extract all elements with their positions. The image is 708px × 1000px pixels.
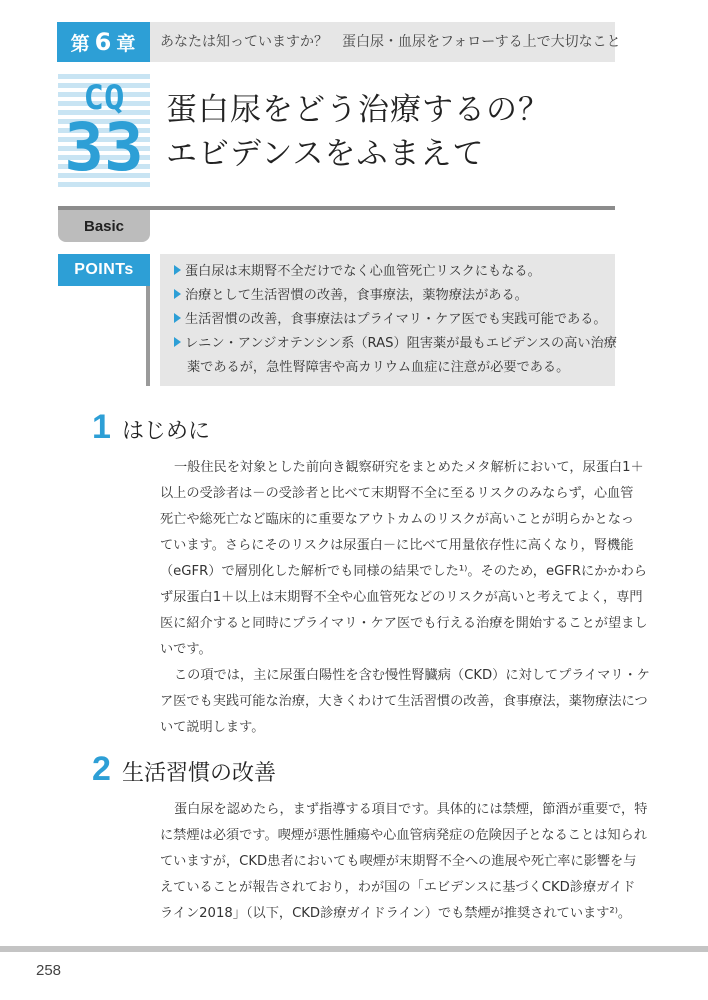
body-line: この項では，主に尿蛋白陽性を含む慢性腎臓病（CKD）に対してプライマリ・ケ — [174, 668, 650, 683]
section-title: はじめに — [122, 419, 211, 444]
page-title — [166, 88, 550, 176]
cq-label: CQ — [83, 78, 125, 118]
body-line: 以上の受診者は－の受診者と比べて末期腎不全に至るリスクのみならず，心血管 — [160, 486, 634, 501]
triangle-bullet-icon — [174, 265, 181, 275]
body-line: ア医でも実践可能な治療，大きくわけて生活習慣の改善，食事療法，薬物療法につ — [160, 694, 648, 709]
body-line: いて説明します。 — [160, 720, 265, 735]
page-number: 258 — [36, 962, 62, 979]
chapter-number: 6 — [94, 28, 113, 56]
triangle-bullet-icon — [174, 337, 181, 347]
footer-divider — [0, 946, 708, 952]
body-line: ています。さらにそのリスクは尿蛋白－に比べて用量依存性に高くなり，腎機能 — [160, 538, 634, 553]
body-line: いです。 — [160, 642, 212, 657]
point-item: 治療として生活習慣の改善，食事療法，薬物療法がある。 — [174, 284, 528, 308]
chapter-subtitle: あなたは知っていますか？ 蛋白尿・血尿をフォローする上で大切なこと — [160, 34, 621, 50]
title-line-2: エビデンスをふまえて — [166, 136, 485, 172]
chapter-prefix: 第 — [70, 32, 91, 55]
point-item-continuation: 薬であるが，急性腎障害や高カリウム血症に注意が必要である。 — [187, 360, 570, 375]
points-divider — [146, 286, 150, 386]
point-item: レニン・アンジオテンシン系（RAS）阻害薬が最もエビデンスの高い治療 — [174, 332, 617, 356]
level-tab: Basic — [58, 210, 150, 242]
body-line: 医に紹介すると同時にプライマリ・ケア医でも行える治療を開始することが望まし — [160, 616, 648, 631]
chapter-suffix: 章 — [116, 32, 137, 55]
points-box — [160, 254, 615, 386]
body-line: 一般住民を対象とした前向き観察研究をまとめたメタ解析において，尿蛋白1＋ — [174, 460, 644, 475]
chapter-badge — [57, 22, 150, 62]
body-line: えていることが報告されており，わが国の「エビデンスに基づくCKD診療ガイド — [160, 880, 636, 895]
body-line: 蛋白尿を認めたら，まず指導する項目です。具体的には禁煙，節酒が重要で，特 — [174, 802, 648, 817]
body-line: に禁煙は必須です。喫煙が悪性腫瘍や心血管病発症の危険因子となることは知られ — [160, 828, 647, 843]
triangle-bullet-icon — [174, 313, 181, 323]
body-line: ていますが，CKD患者においても喫煙が末期腎不全への進展や死亡率に影響を与 — [160, 854, 637, 869]
body-line: ライン2018」（以下，CKD診療ガイドライン）でも禁煙が推奨されています²⁾。 — [160, 906, 632, 921]
triangle-bullet-icon — [174, 289, 181, 299]
section-title: 生活習慣の改善 — [122, 761, 277, 786]
point-item: 蛋白尿は末期腎不全だけでなく心血管死亡リスクにもなる。 — [174, 260, 541, 284]
point-item: 生活習慣の改善，食事療法はプライマリ・ケア医でも実践可能である。 — [174, 308, 607, 332]
cq-badge — [58, 74, 150, 190]
points-tab: POINTs — [58, 254, 150, 286]
section-number: 1 — [92, 408, 111, 446]
body-line: 死亡や総死亡など臨床的に重要なアウトカムのリスクが高いことが明らかとなっ — [160, 512, 635, 527]
title-line-1: 蛋白尿をどう治療するの？ — [166, 92, 550, 128]
cq-number: 33 — [64, 109, 144, 186]
body-line: （eGFR）で層別化した解析でも同様の結果でした¹⁾。そのため，eGFRにかかわら — [160, 564, 647, 579]
body-line: ず尿蛋白1＋以上は末期腎不全や心血管死などのリスクが高いと考えてよく，専門 — [160, 590, 643, 605]
section-number: 2 — [92, 750, 111, 788]
